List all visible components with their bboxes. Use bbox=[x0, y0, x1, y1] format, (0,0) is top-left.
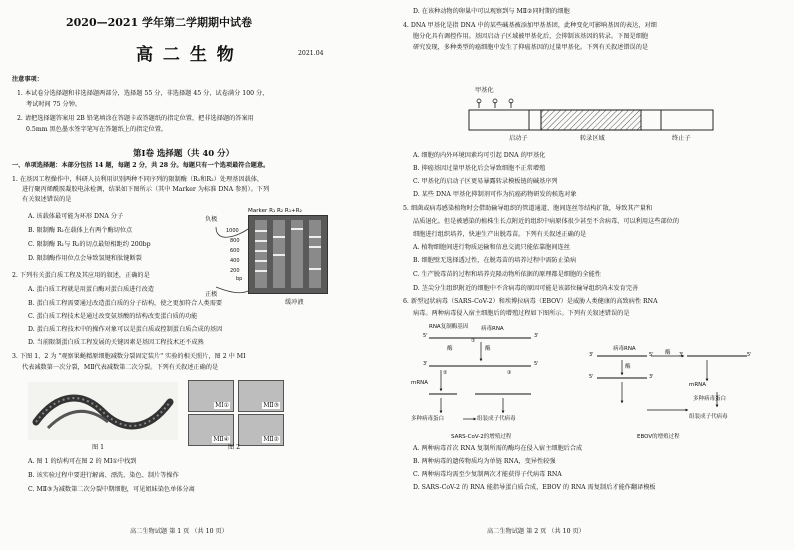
q4-option-d: D. 某些 DNA 甲基化抑制剂可作为抗癌药物研发的候选对象 bbox=[413, 191, 577, 198]
ladder-label: 800 bbox=[230, 238, 240, 244]
ebov-replication-diagram bbox=[587, 350, 767, 430]
q1-option-a: A. 该载体最可能为环形 DNA 分子 bbox=[28, 213, 124, 220]
ladder-label: 200 bbox=[230, 268, 240, 274]
q3-option-d: D. 在该种动物的卵巢中可以观察到与 MⅡ②同时期的细胞 bbox=[413, 8, 570, 15]
ladder-label: 1000 bbox=[226, 228, 239, 234]
q6-option-d: D. SARS-CoV-2 的 RNA 能指导蛋白质合成，EBOV 的 RNA 需复制后才能作翻译模板 bbox=[413, 484, 656, 491]
q6-option-a: A. 两种病毒首次 RNA 复制所需的酶均在侵入宿主细胞后合成 bbox=[413, 445, 583, 452]
transcription-region-label: 转录区域 bbox=[580, 135, 605, 142]
ebov-mark: 5' bbox=[649, 352, 654, 358]
figure-2-caption: 图 2 bbox=[228, 444, 241, 451]
q6-option-b: B. 两种病毒的遗传物质均为单链 RNA，变异性较强 bbox=[413, 458, 556, 465]
page-2-footer: 高二生物试题 第 2 页 （共 10 页） bbox=[487, 528, 585, 535]
gel-header: Marker R₁ R₂ R₁+R₂ bbox=[248, 208, 302, 214]
ebov-mark: 3' bbox=[679, 352, 684, 358]
sars-assemble-label: 组装成子代病毒 bbox=[477, 416, 516, 422]
q2-stem: 2. 下列有关蛋白质工程及其应用的叙述，正确的是 bbox=[12, 272, 150, 279]
q1-stem: 有关叙述错误的是 bbox=[22, 196, 72, 203]
terminator-label: 终止子 bbox=[672, 135, 691, 142]
q2-option-c: C. 蛋白质工程技术是通过改变氨基酸的结构改变蛋白质的功能 bbox=[28, 313, 198, 320]
methylation-label: 甲基化 bbox=[475, 87, 494, 94]
sars-virus-rna-label: 病毒RNA bbox=[481, 326, 504, 332]
exam-title: 2020—2021 学年第二学期期中试卷 bbox=[66, 16, 253, 29]
sars-replicase-label: RNA复制酶基因 bbox=[429, 324, 469, 330]
gel-electrode-wires bbox=[210, 225, 250, 295]
sars-mark: 3' bbox=[423, 361, 428, 367]
exam-date: 2021.04 bbox=[298, 50, 324, 57]
q3-option-b: B. 该实验过程中要进行解离、漂洗、染色、制片等操作 bbox=[28, 472, 179, 479]
sars-mark: 5' bbox=[534, 361, 539, 367]
ebov-mark: 5' bbox=[589, 374, 594, 380]
gel-negative-label: 负极 bbox=[205, 216, 218, 223]
q2-option-a: A. 蛋白质工程就是用蛋白酶对蛋白质进行改造 bbox=[28, 286, 154, 293]
sars-enzyme-label: 酶 bbox=[447, 346, 453, 352]
q5-stem: 品质退化。但是被感染的植株生长点附近的组织中病原体很少甚至不含病毒，可以利用这些部位的 bbox=[413, 218, 680, 225]
q4-stem: 研究发现，多种类型的癌细胞中发生了抑癌基因的过量甲基化。下列有关叙述错误的是 bbox=[413, 44, 649, 51]
q1-option-c: C. 限制酶 R₁与 R₂的切点最短相距约 200bp bbox=[28, 241, 151, 248]
gel-buffer-label: 缓冲液 bbox=[285, 299, 304, 306]
ebov-mrna-label: mRNA bbox=[689, 382, 707, 388]
q4-option-b: B. 抑癌基因过量甲基化后会导致细胞不正常增殖 bbox=[413, 165, 546, 172]
ebov-enzyme-label: 酶 bbox=[665, 350, 671, 356]
sars-mark: 5' bbox=[423, 333, 428, 339]
note-line: 1. 本试卷分选择题和非选择题两部分，选择题 55 分，非选择题 45 分，试卷满分 100 分， bbox=[17, 90, 269, 97]
q5-stem: 细胞进行组织培养，快速生产出脱毒苗。下列有关叙述正确的是 bbox=[413, 231, 587, 238]
micrograph-mii-4: MⅡ④ bbox=[188, 414, 234, 446]
gel-positive-label: 正极 bbox=[205, 291, 218, 298]
sars-step-mark: ③ bbox=[507, 370, 512, 376]
promoter-label: 启动子 bbox=[509, 135, 528, 142]
q5-option-a: A. 植物细胞间进行物质运输和信息交流只能依靠胞间连丝 bbox=[413, 244, 570, 251]
note-line: 考试时间 75 分钟。 bbox=[26, 101, 82, 108]
sars-mrna-label: mRNA bbox=[411, 380, 429, 386]
sars-enzyme-label: 酶 bbox=[485, 346, 491, 352]
ebov-mark: 5' bbox=[747, 352, 752, 358]
q5-option-c: C. 生产脱毒苗的过程和培养克隆动物所依据的原理都是细胞的全能性 bbox=[413, 271, 601, 278]
q4-stem: 4. DNA 甲基化是指 DNA 中的某些碱基被添加甲基基团，此种变化可影响基因的表达，对细 bbox=[403, 22, 657, 29]
micrograph-mii-3: MⅡ③ bbox=[238, 380, 284, 412]
ebov-assemble-label: 组装成子代病毒 bbox=[689, 414, 728, 420]
q5-option-b: B. 细胞壁无选择透过性，在脱毒苗的培养过程中需防止染病 bbox=[413, 257, 577, 264]
q2-option-e: D. 当前限制蛋白质工程发展的关键因素是基因工程技术还不成熟 bbox=[28, 339, 204, 346]
page-1-footer: 高二生物试题 第 1 页 （共 10 页） bbox=[130, 528, 228, 535]
subject-title: 高 二 生 物 bbox=[136, 45, 236, 65]
q6-stem: 病毒。两种病毒侵入宿主细胞后的增殖过程如下图所示。下列有关叙述错误的是 bbox=[413, 310, 630, 317]
section-intro: 一、单项选择题：本部分包括 14 题，每题 2 分，共 28 分。每题只有一个选项最符合题意。 bbox=[12, 162, 270, 169]
q1-option-b: B. 限制酶 R₁在载体上有两个酶切位点 bbox=[28, 227, 133, 234]
note-line: 0.5mm 黑色墨水签字笔写在答题纸上的指定位置。 bbox=[26, 126, 168, 133]
notes-heading: 注意事项： bbox=[12, 76, 43, 83]
ebov-mark: 3' bbox=[649, 374, 654, 380]
sars-proteins-label: 多种病毒蛋白 bbox=[411, 416, 445, 422]
q4-option-a: A. 细胞的内外环境因素均可引起 DNA 的甲基化 bbox=[413, 152, 546, 159]
q3-stem: 代表减数第一次分裂，MⅡ代表减数第二次分裂。下列有关叙述正确的是 bbox=[22, 364, 219, 371]
ebov-mark: 3' bbox=[589, 352, 594, 358]
electrophoresis-gel bbox=[248, 215, 328, 294]
q1-stem: 进行聚丙烯酰胺凝胶电泳检测，结果如下图所示（其中 Marker 为标准 DNA 参照）。下列 bbox=[22, 186, 270, 193]
ladder-unit: bp bbox=[236, 276, 243, 282]
ladder-label: 400 bbox=[230, 258, 240, 264]
q2-option-d: D. 蛋白质工程技术中的操作对象可以是蛋白质或控制蛋白质合成的基因 bbox=[28, 326, 223, 333]
note-line: 2. 请把选择题答案用 2B 铅笔填涂在答题卡或答题纸的指定位置，把非选择题的答案用 bbox=[17, 115, 254, 122]
q1-option-d: D. 限制酶作用位点会导致氢键和肽键断裂 bbox=[28, 255, 142, 262]
chromosome-photo bbox=[28, 382, 178, 440]
q3-option-a: A. 图 1 的结构可在图 2 的 MⅠ①中找到 bbox=[28, 458, 137, 465]
q5-option-d: D. 茎尖分生组织附近的细胞中不含病毒的原因可能是该部位输导组织尚未发育完善 bbox=[413, 285, 639, 292]
ebov-caption: EBOV的增殖过程 bbox=[637, 434, 680, 440]
micrograph-mii-2: MⅡ② bbox=[238, 414, 284, 446]
ladder-label: 600 bbox=[230, 248, 240, 254]
q3-option-c: C. MⅡ③为减数第二次分裂中期细胞，可见姐妹染色单体分离 bbox=[28, 486, 195, 493]
q4-option-c: C. 甲基化的启动子区更易暴露转录模板链的碱基序列 bbox=[413, 178, 558, 185]
q6-stem: 6. 新型冠状病毒（SARS-CoV-2）和埃博拉病毒（EBOV）是威胁人类健康的高致病性 RNA bbox=[403, 298, 658, 305]
q1-stem: 1. 在基因工程操作中，科研人员利用识别两种不同序列的限制酶（R₁和R₂）处理基因载体， bbox=[12, 176, 264, 183]
ebov-proteins-label: 多种病毒蛋白 bbox=[693, 396, 727, 402]
micrograph-mi-1: MⅠ① bbox=[188, 380, 234, 412]
figure-1-caption: 图 1 bbox=[92, 444, 105, 451]
q3-stem: 3. 下图 1、2 为 "观察果蝇精原细胞减数分裂固定装片" 实验的相关照片，图 2 中 MⅠ bbox=[12, 353, 246, 360]
q2-option-b: B. 蛋白质工程需要通过改造蛋白质的分子结构，使之更加符合人类需要 bbox=[28, 300, 223, 307]
q4-stem: 胞分化具有调控作用。基因启动子区域被甲基化后，会抑制该基因的转录。下图是细胞 bbox=[413, 33, 649, 40]
page-2 bbox=[397, 0, 794, 550]
sars-caption: SARS-CoV-2的增殖过程 bbox=[451, 434, 512, 440]
section-title: 第Ⅰ卷 选择题（共 40 分） bbox=[133, 149, 235, 159]
ebov-virus-rna-label: 病毒RNA bbox=[613, 346, 636, 352]
q6-option-c: C. 两种病毒均需至少复制两次才能获得子代病毒 RNA bbox=[413, 471, 562, 478]
sars-step-mark: ① bbox=[471, 338, 476, 344]
sars-step-mark: ② bbox=[443, 370, 448, 376]
q5-stem: 5. 细菌或病毒感染植物时会借助输导组织的管道通道、胞间连丝等结构扩散，导致其产量和 bbox=[403, 205, 653, 212]
ebov-enzyme-label: 酶 bbox=[625, 364, 631, 370]
sars-mark: 3' bbox=[534, 333, 539, 339]
